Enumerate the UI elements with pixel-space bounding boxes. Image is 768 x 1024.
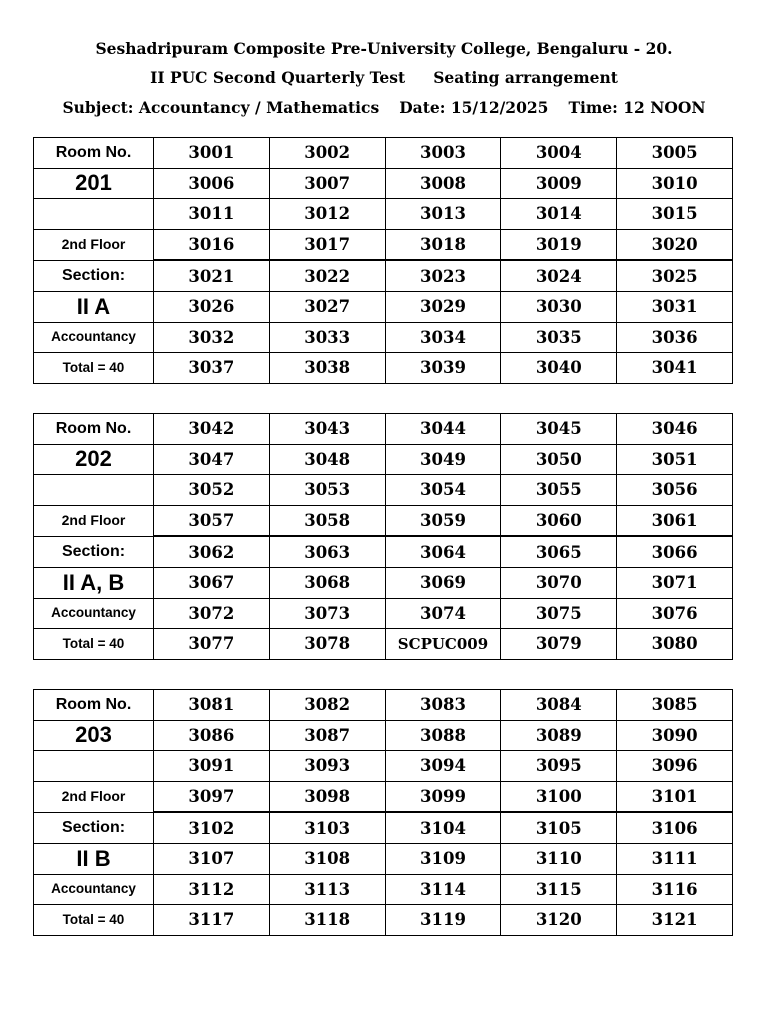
room-info-cell — [34, 905, 154, 936]
table-row — [34, 536, 733, 567]
seat-number: 3047 — [154, 444, 270, 475]
seat-number: 3001 — [154, 138, 270, 169]
room-info-cell — [34, 505, 154, 536]
seat-number: 3019 — [501, 229, 617, 260]
table-row — [34, 629, 733, 660]
room-number: 201 — [75, 170, 112, 196]
room-table-2 — [33, 689, 733, 936]
seat-number: 3004 — [501, 138, 617, 169]
seat-number: 3016 — [154, 229, 270, 260]
seat-number: 3043 — [269, 414, 385, 445]
seat-number: 3012 — [269, 199, 385, 230]
seat-number: 3007 — [269, 168, 385, 199]
room-info-cell-empty — [34, 475, 154, 506]
seat-number: 3100 — [501, 781, 617, 812]
table-row — [34, 843, 733, 874]
seat-number: 3058 — [269, 505, 385, 536]
table-row — [34, 229, 733, 260]
subject-value: Accountancy — [51, 881, 136, 897]
seat-number: 3046 — [617, 414, 733, 445]
room-info-cell — [34, 414, 154, 445]
seat-number: 3101 — [617, 781, 733, 812]
seat-number: 3030 — [501, 291, 617, 322]
seat-number: 3002 — [269, 138, 385, 169]
seat-number: 3091 — [154, 751, 270, 782]
room-info-cell — [34, 874, 154, 905]
seat-number: 3077 — [154, 629, 270, 660]
room-info-cell — [34, 229, 154, 260]
seat-number: 3048 — [269, 444, 385, 475]
room-table-1 — [33, 413, 733, 660]
seat-number: 3023 — [385, 260, 501, 291]
seat-number: 3104 — [385, 812, 501, 843]
subject-label: Subject: Accountancy / Mathematics — [62, 98, 380, 117]
seat-number: 3106 — [617, 812, 733, 843]
seat-number: 3113 — [269, 874, 385, 905]
seat-number: 3022 — [269, 260, 385, 291]
subject-value: Accountancy — [51, 329, 136, 345]
room-number: 203 — [75, 722, 112, 748]
seat-number: 3117 — [154, 905, 270, 936]
seat-number: 3112 — [154, 874, 270, 905]
seat-number: 3064 — [385, 536, 501, 567]
table-row — [34, 874, 733, 905]
table-row — [34, 690, 733, 721]
seat-number: 3055 — [501, 475, 617, 506]
seat-number: 3006 — [154, 168, 270, 199]
table-row — [34, 414, 733, 445]
date-label: Date: 15/12/2025 — [399, 98, 549, 117]
seat-number: 3026 — [154, 291, 270, 322]
table-row — [34, 598, 733, 629]
seat-number: 3102 — [154, 812, 270, 843]
seat-number: 3099 — [385, 781, 501, 812]
seat-number: 3041 — [617, 353, 733, 384]
seat-number: 3086 — [154, 720, 270, 751]
seat-number: 3116 — [617, 874, 733, 905]
seat-number: 3110 — [501, 843, 617, 874]
seat-number: 3088 — [385, 720, 501, 751]
seat-number: 3040 — [501, 353, 617, 384]
room-info-cell — [34, 812, 154, 843]
seat-number: 3075 — [501, 598, 617, 629]
table-row — [34, 322, 733, 353]
seat-number: 3061 — [617, 505, 733, 536]
seat-number: 3109 — [385, 843, 501, 874]
table-row — [34, 138, 733, 169]
seat-number: 3118 — [269, 905, 385, 936]
room-info-cell — [34, 843, 154, 874]
section-label: Section: — [61, 818, 126, 836]
seat-number: 3111 — [617, 843, 733, 874]
seat-number: 3049 — [385, 444, 501, 475]
room-info-cell — [34, 260, 154, 291]
seat-number: 3039 — [385, 353, 501, 384]
seat-number: 3042 — [154, 414, 270, 445]
room-info-cell — [34, 322, 154, 353]
seat-number: 3093 — [269, 751, 385, 782]
seat-number: 3017 — [269, 229, 385, 260]
seat-number: 3057 — [154, 505, 270, 536]
floor-label: 2nd Floor — [61, 235, 126, 252]
seat-number: SCPUC009 — [385, 629, 501, 660]
room-info-cell-empty — [34, 751, 154, 782]
seat-number: 3053 — [269, 475, 385, 506]
seat-number: 3062 — [154, 536, 270, 567]
room-info-cell — [34, 629, 154, 660]
seat-number: 3120 — [501, 905, 617, 936]
seat-number: 3065 — [501, 536, 617, 567]
section-value: II A, B — [62, 569, 125, 595]
seat-number: 3071 — [617, 567, 733, 598]
seat-number: 3068 — [269, 567, 385, 598]
seat-number: 3078 — [269, 629, 385, 660]
room-info-cell — [34, 444, 154, 475]
seat-number: 3025 — [617, 260, 733, 291]
room-info-cell — [34, 598, 154, 629]
seat-number: 3073 — [269, 598, 385, 629]
seat-number: 3074 — [385, 598, 501, 629]
section-value: II B — [76, 845, 111, 871]
test-line — [0, 68, 768, 87]
seat-number: 3096 — [617, 751, 733, 782]
room-info-cell — [34, 781, 154, 812]
seat-number: 3056 — [617, 475, 733, 506]
seat-number: 3033 — [269, 322, 385, 353]
seat-number: 3015 — [617, 199, 733, 230]
seat-number: 3035 — [501, 322, 617, 353]
seat-number: 3014 — [501, 199, 617, 230]
table-row — [34, 444, 733, 475]
seat-number: 3115 — [501, 874, 617, 905]
seat-number: 3063 — [269, 536, 385, 567]
table-row — [34, 720, 733, 751]
seat-number: 3013 — [385, 199, 501, 230]
test-name: II PUC Second Quarterly Test — [150, 68, 406, 87]
floor-label: 2nd Floor — [61, 787, 126, 804]
seat-number: 3054 — [385, 475, 501, 506]
room-info-cell — [34, 353, 154, 384]
table-row — [34, 168, 733, 199]
table-row — [34, 905, 733, 936]
table-row — [34, 812, 733, 843]
seat-number: 3024 — [501, 260, 617, 291]
time-label: Time: 12 NOON — [568, 98, 706, 117]
seat-number: 3119 — [385, 905, 501, 936]
seat-number: 3070 — [501, 567, 617, 598]
seat-number: 3114 — [385, 874, 501, 905]
total-count: Total = 40 — [62, 911, 125, 927]
seat-number: 3083 — [385, 690, 501, 721]
seat-number: 3037 — [154, 353, 270, 384]
seat-number: 3011 — [154, 199, 270, 230]
room-info-cell-empty — [34, 199, 154, 230]
seat-number: 3079 — [501, 629, 617, 660]
table-row — [34, 475, 733, 506]
section-value: II A — [76, 293, 111, 319]
seat-number: 3059 — [385, 505, 501, 536]
seat-number: 3032 — [154, 322, 270, 353]
seat-number: 3087 — [269, 720, 385, 751]
room-label: Room No. — [55, 419, 132, 437]
college-title: Seshadripuram Composite Pre-University College, Bengaluru - 20. — [95, 39, 673, 58]
table-row — [34, 751, 733, 782]
seat-number: 3018 — [385, 229, 501, 260]
seat-number: 3108 — [269, 843, 385, 874]
room-info-cell — [34, 291, 154, 322]
seat-number: 3021 — [154, 260, 270, 291]
room-info-cell — [34, 138, 154, 169]
table-row — [34, 353, 733, 384]
room-info-cell — [34, 720, 154, 751]
seat-number: 3031 — [617, 291, 733, 322]
seat-number: 3082 — [269, 690, 385, 721]
seat-number: 3066 — [617, 536, 733, 567]
seat-number: 3038 — [269, 353, 385, 384]
seat-number: 3085 — [617, 690, 733, 721]
room-number: 202 — [75, 446, 112, 472]
room-info-cell — [34, 690, 154, 721]
seat-number: 3009 — [501, 168, 617, 199]
seat-number: 3069 — [385, 567, 501, 598]
seat-number: 3067 — [154, 567, 270, 598]
table-row — [34, 260, 733, 291]
section-label: Section: — [61, 542, 126, 560]
total-count: Total = 40 — [62, 635, 125, 651]
seat-number: 3045 — [501, 414, 617, 445]
seat-number: 3095 — [501, 751, 617, 782]
room-info-cell — [34, 536, 154, 567]
seat-number: 3103 — [269, 812, 385, 843]
room-info-cell — [34, 567, 154, 598]
seat-number: 3094 — [385, 751, 501, 782]
seat-number: 3080 — [617, 629, 733, 660]
seat-number: 3097 — [154, 781, 270, 812]
section-label: Section: — [61, 266, 126, 284]
subject-value: Accountancy — [51, 605, 136, 621]
seat-number: 3052 — [154, 475, 270, 506]
seat-number: 3044 — [385, 414, 501, 445]
seat-number: 3060 — [501, 505, 617, 536]
seat-number: 3029 — [385, 291, 501, 322]
seat-number: 3050 — [501, 444, 617, 475]
seat-number: 3051 — [617, 444, 733, 475]
room-label: Room No. — [55, 695, 132, 713]
seat-number: 3098 — [269, 781, 385, 812]
seat-number: 3089 — [501, 720, 617, 751]
table-row — [34, 567, 733, 598]
seat-number: 3107 — [154, 843, 270, 874]
seat-number: 3034 — [385, 322, 501, 353]
seat-number: 3010 — [617, 168, 733, 199]
seat-number: 3003 — [385, 138, 501, 169]
seat-number: 3005 — [617, 138, 733, 169]
seat-number: 3121 — [617, 905, 733, 936]
table-row — [34, 291, 733, 322]
seat-number: 3036 — [617, 322, 733, 353]
subject-line — [0, 98, 768, 117]
seat-number: 3076 — [617, 598, 733, 629]
seat-number: 3072 — [154, 598, 270, 629]
seat-number: 3020 — [617, 229, 733, 260]
room-label: Room No. — [55, 143, 132, 161]
table-row — [34, 781, 733, 812]
arrangement-label: Seating arrangement — [433, 68, 618, 87]
seat-number: 3008 — [385, 168, 501, 199]
seat-number: 3081 — [154, 690, 270, 721]
seat-number: 3027 — [269, 291, 385, 322]
floor-label: 2nd Floor — [61, 511, 126, 528]
room-table-0 — [33, 137, 733, 384]
table-row — [34, 199, 733, 230]
table-row — [34, 505, 733, 536]
seat-number: 3105 — [501, 812, 617, 843]
total-count: Total = 40 — [62, 359, 125, 375]
seat-number: 3084 — [501, 690, 617, 721]
room-info-cell — [34, 168, 154, 199]
seat-number: 3090 — [617, 720, 733, 751]
